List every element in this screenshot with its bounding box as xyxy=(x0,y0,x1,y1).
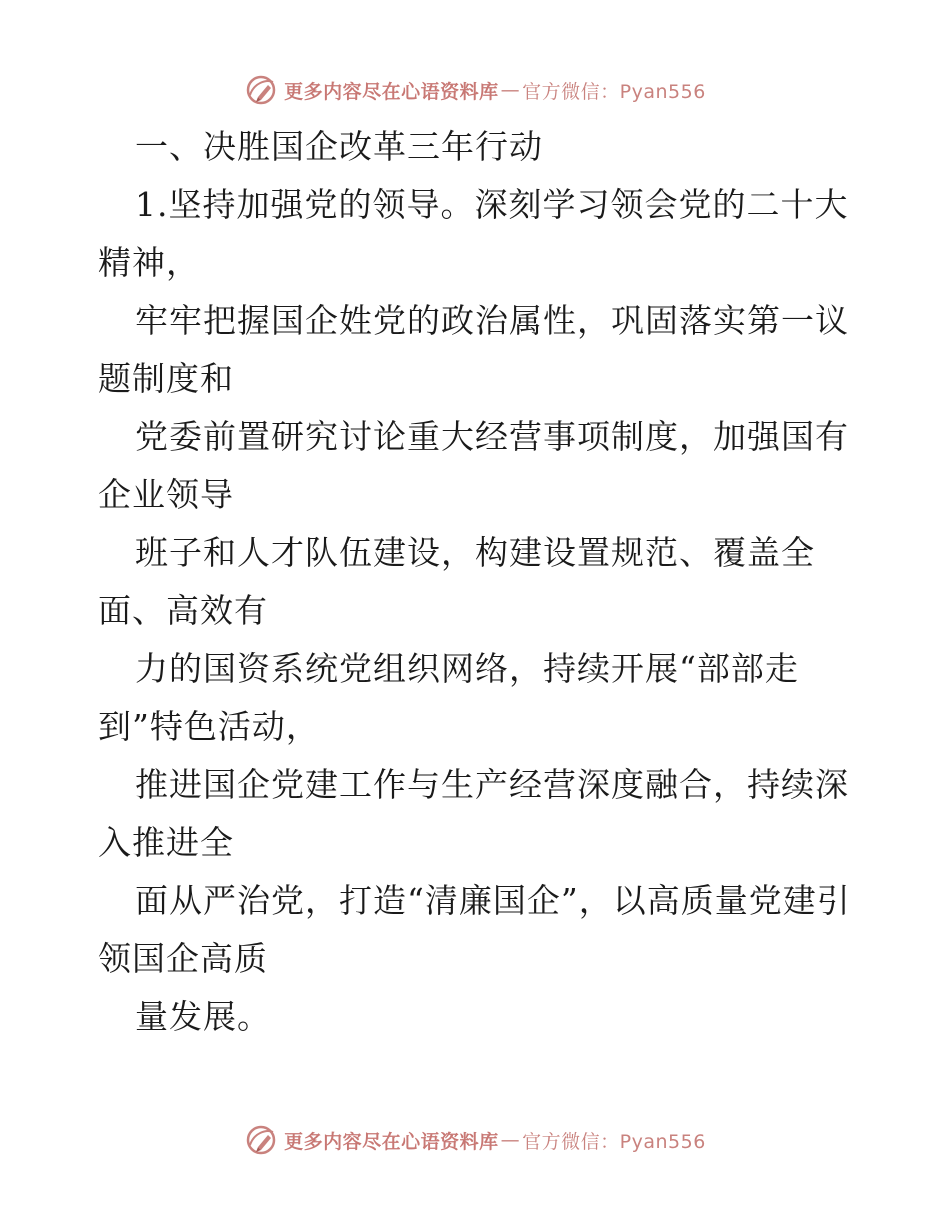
watermark-contact: 官方微信：Pyan556 xyxy=(522,80,706,103)
paragraph-line: 1.坚持加强党的领导。深刻学习领会党的二十大精神， xyxy=(98,185,849,282)
paragraph-line: 推进国企党建工作与生产经营深度融合，持续深入推进全 xyxy=(98,765,849,862)
watermark-contact: 官方微信：Pyan556 xyxy=(522,1130,706,1153)
paragraph-line: 班子和人才队伍建设，构建设置规范、覆盖全面、高效有 xyxy=(98,533,815,630)
paragraph-line: 党委前置研究讨论重大经营事项制度，加强国有企业领导 xyxy=(98,417,849,514)
header-watermark xyxy=(0,70,950,110)
paragraph-line: 面从严治党，打造“清廉国企”，以高质量党建引领国企高质 xyxy=(98,881,851,978)
watermark-dash: — xyxy=(500,1129,521,1151)
watermark-brand: 更多内容尽在心语资料库 xyxy=(284,1130,499,1153)
pen-nib-swirl-icon xyxy=(244,73,278,107)
paragraph-line: 牢牢把握国企姓党的政治属性，巩固落实第一议题制度和 xyxy=(98,301,849,398)
pen-nib-swirl-icon xyxy=(244,1123,278,1157)
watermark-dash: — xyxy=(500,79,521,101)
paragraph-line: 量发展。 xyxy=(135,997,271,1036)
document-body xyxy=(98,118,858,1046)
section-heading: 一、决胜国企改革三年行动 xyxy=(135,127,543,166)
paragraph-line: 力的国资系统党组织网络，持续开展“部部走到”特色活动， xyxy=(98,649,799,746)
watermark-brand: 更多内容尽在心语资料库 xyxy=(284,80,499,103)
footer-watermark xyxy=(0,1120,950,1160)
